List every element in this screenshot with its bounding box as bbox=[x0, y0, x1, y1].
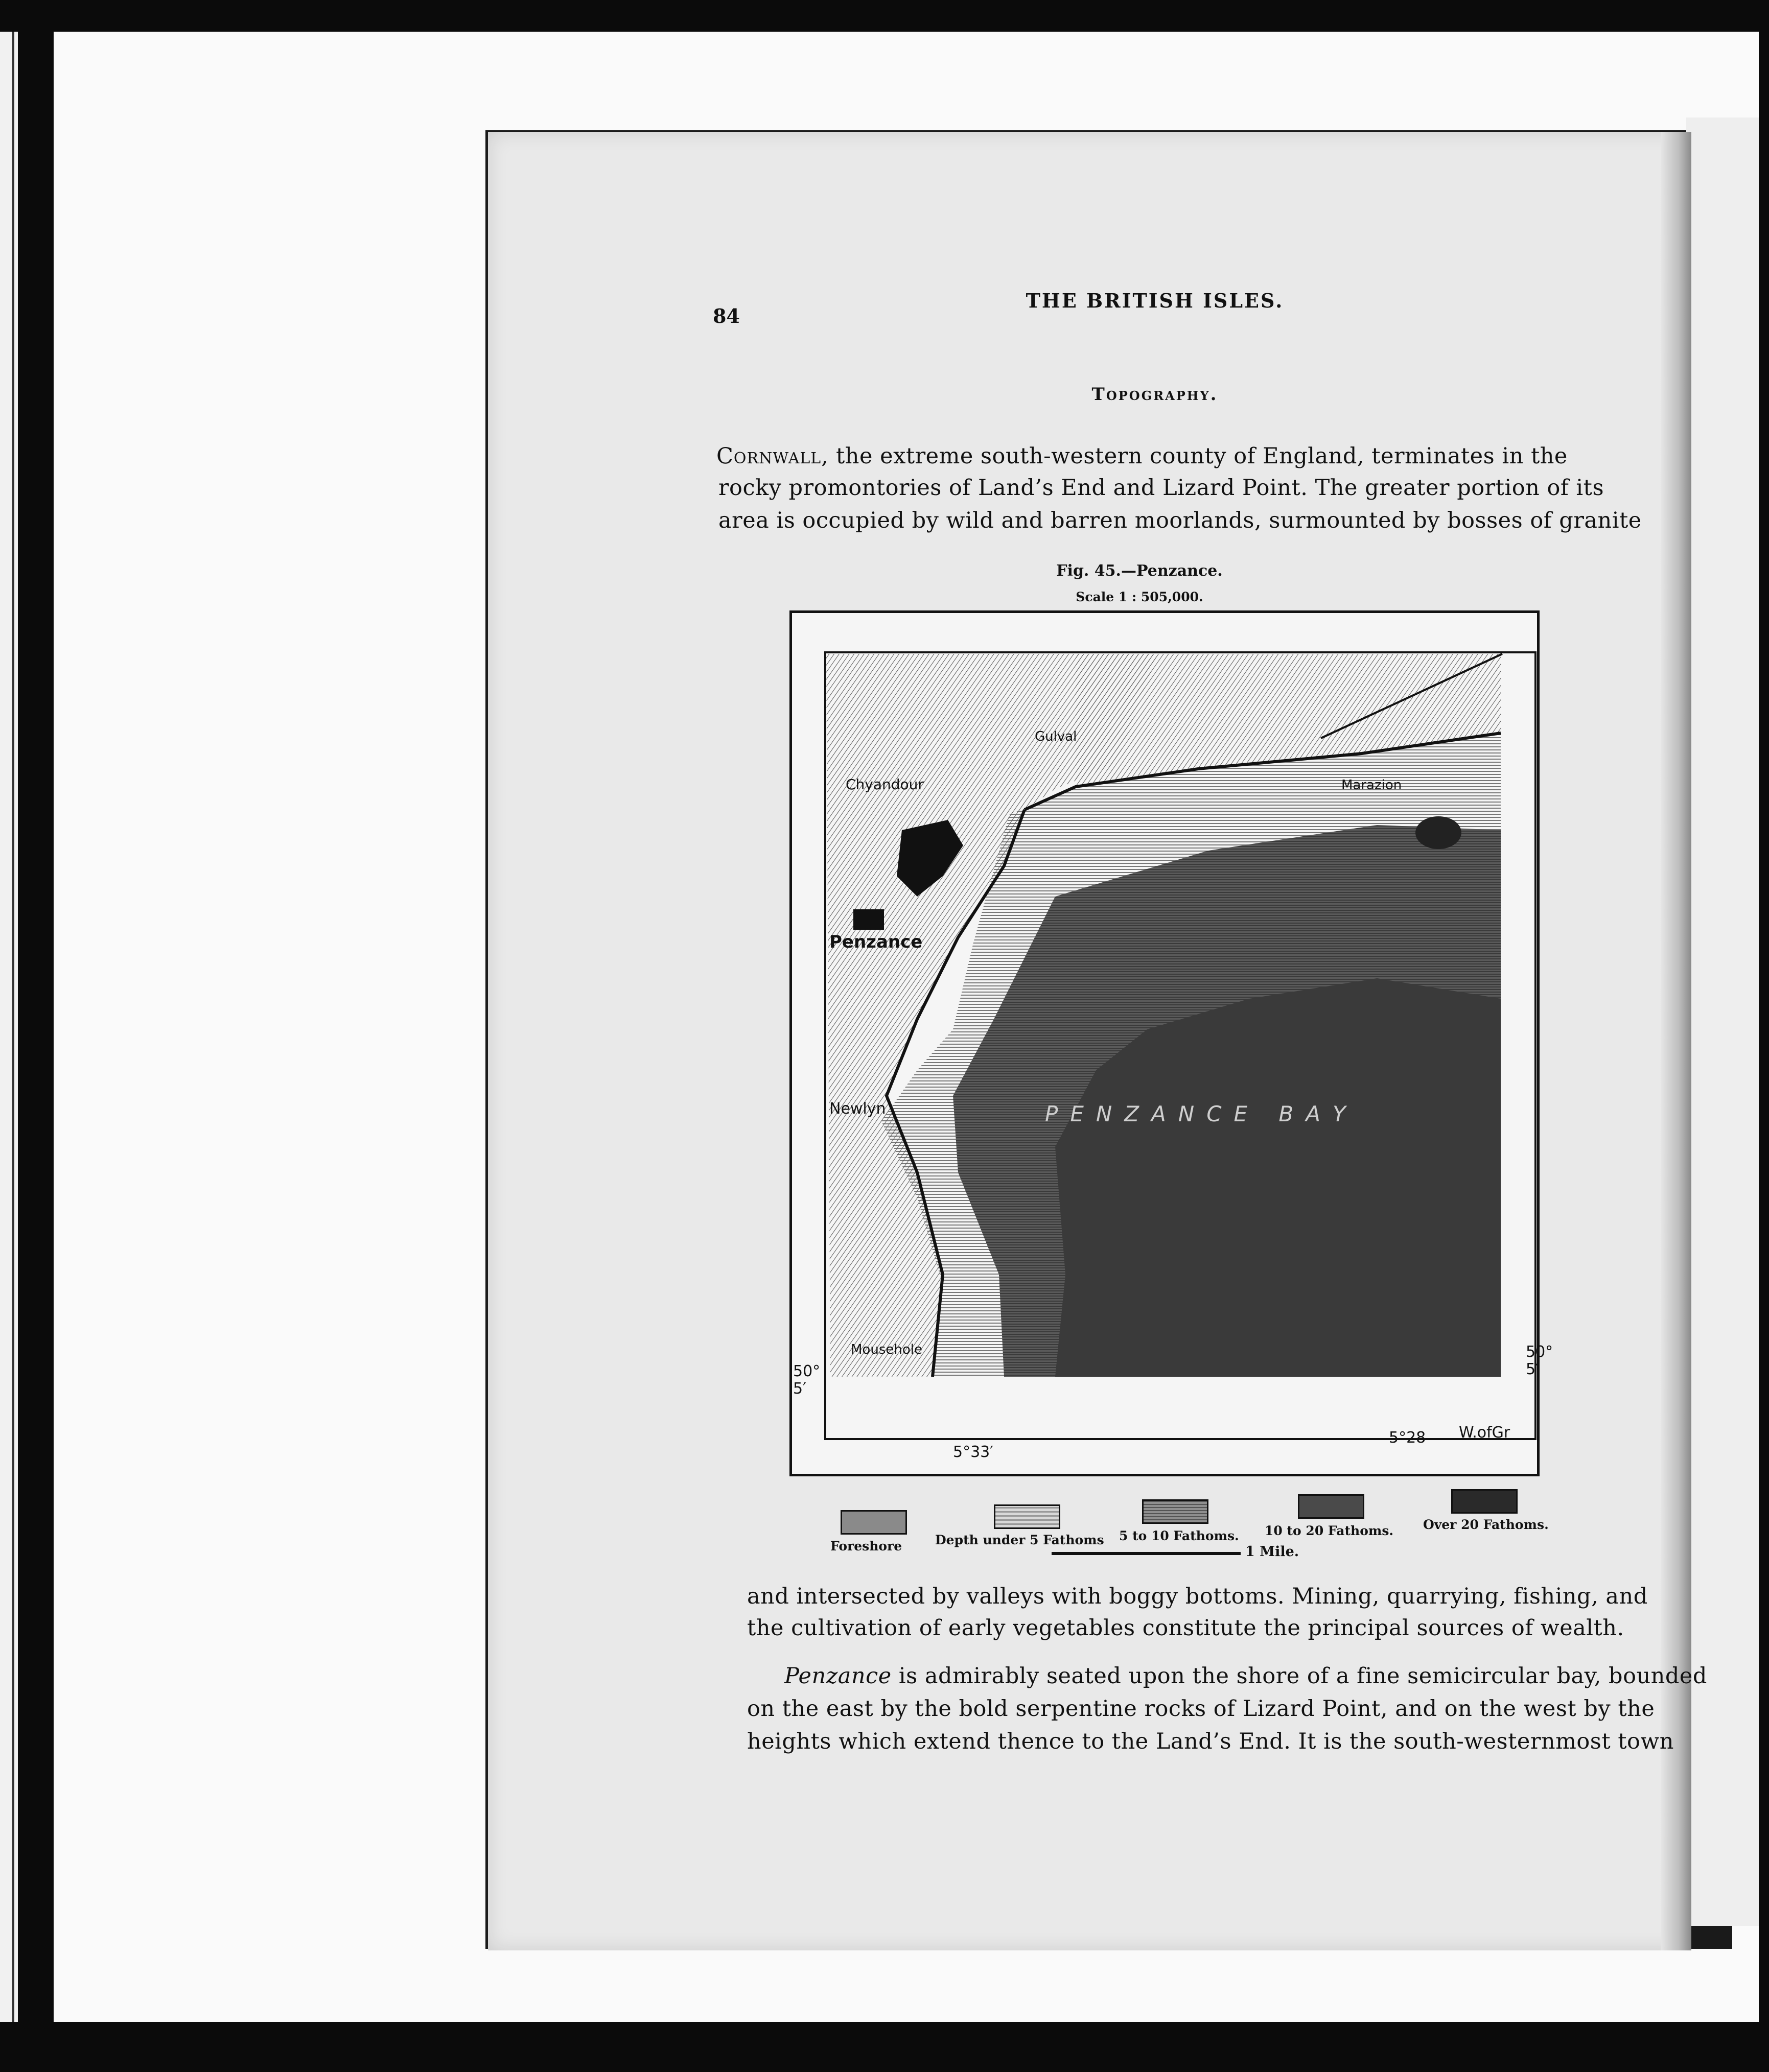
figure-scale: Scale 1 : 505,000. bbox=[1076, 590, 1203, 604]
label-penzance-bay: PENZANCE BAY bbox=[1045, 1101, 1358, 1126]
paragraph-line: the cultivation of early vegetables constitute the principal sources of wealth. bbox=[747, 1615, 1624, 1641]
paragraph-line: on the east by the bold serpentine rocks of Lizard Point, and on the west by the bbox=[747, 1696, 1655, 1722]
paragraph-line: Penzance is admirably seated upon the shore of a fine semicircular bay, bounded bbox=[784, 1663, 1707, 1689]
legend-swatch-under-5 bbox=[994, 1504, 1060, 1529]
town-block bbox=[853, 909, 884, 930]
running-head: THE BRITISH ISLES. bbox=[1026, 289, 1284, 312]
label-marazion: Marazion bbox=[1341, 778, 1402, 793]
latitude-right: 50° 5′ bbox=[1526, 1343, 1553, 1378]
legend-label: 5 to 10 Fathoms. bbox=[1119, 1528, 1239, 1543]
legend-swatch-5-10 bbox=[1142, 1499, 1208, 1524]
label-mousehole: Mousehole bbox=[851, 1342, 922, 1357]
legend-swatch-10-20 bbox=[1298, 1494, 1364, 1519]
page-number: 84 bbox=[713, 304, 740, 327]
longitude-right: 5°28 bbox=[1389, 1429, 1426, 1447]
latitude-left: 50° 5′ bbox=[793, 1362, 821, 1398]
scan-border-right bbox=[1759, 32, 1769, 2022]
legend-swatch-foreshore bbox=[841, 1510, 907, 1535]
legend-label: 10 to 20 Fathoms. bbox=[1265, 1523, 1394, 1538]
legend-label: Depth under 5 Fathoms bbox=[935, 1533, 1104, 1547]
section-heading: Topography. bbox=[1091, 384, 1218, 405]
paragraph-line: and intersected by valleys with boggy bottoms. Mining, quarrying, fishing, and bbox=[747, 1584, 1648, 1609]
scan-border-bottom bbox=[0, 2022, 1769, 2072]
scan-border-left bbox=[18, 32, 54, 2022]
legend-label: Foreshore bbox=[830, 1539, 902, 1553]
legend-swatch-over-20 bbox=[1451, 1489, 1518, 1514]
legend-label: Over 20 Fathoms. bbox=[1423, 1517, 1549, 1532]
paragraph-line: area is occupied by wild and barren moorlands, surmounted by bosses of granite bbox=[718, 508, 1642, 533]
scan-border-top bbox=[0, 0, 1769, 32]
label-penzance: Penzance bbox=[829, 932, 923, 952]
penzance-map bbox=[789, 610, 1540, 1476]
scan-left-margin bbox=[0, 32, 18, 2022]
label-chyandour: Chyandour bbox=[846, 776, 924, 793]
label-newlyn: Newlyn bbox=[829, 1100, 886, 1118]
scale-bar-label: 1 Mile. bbox=[1245, 1544, 1299, 1560]
figure-caption: Fig. 45.—Penzance. bbox=[1056, 562, 1223, 580]
facing-page-edge bbox=[1686, 117, 1759, 1926]
paragraph-line: heights which extend thence to the Land’s End. It is the south-westernmost town bbox=[747, 1729, 1674, 1754]
paragraph-line: rocky promontories of Land’s End and Lizard Point. The greater portion of its bbox=[718, 475, 1604, 501]
longitude-reference: W.ofGr bbox=[1459, 1424, 1510, 1442]
label-gulval: Gulval bbox=[1035, 729, 1077, 744]
scale-bar bbox=[1052, 1552, 1241, 1555]
longitude-left: 5°33′ bbox=[953, 1443, 994, 1461]
st-michaels-mount bbox=[1415, 816, 1461, 849]
paragraph-line: Cornwall, the extreme south-western county of England, terminates in the bbox=[716, 443, 1568, 469]
